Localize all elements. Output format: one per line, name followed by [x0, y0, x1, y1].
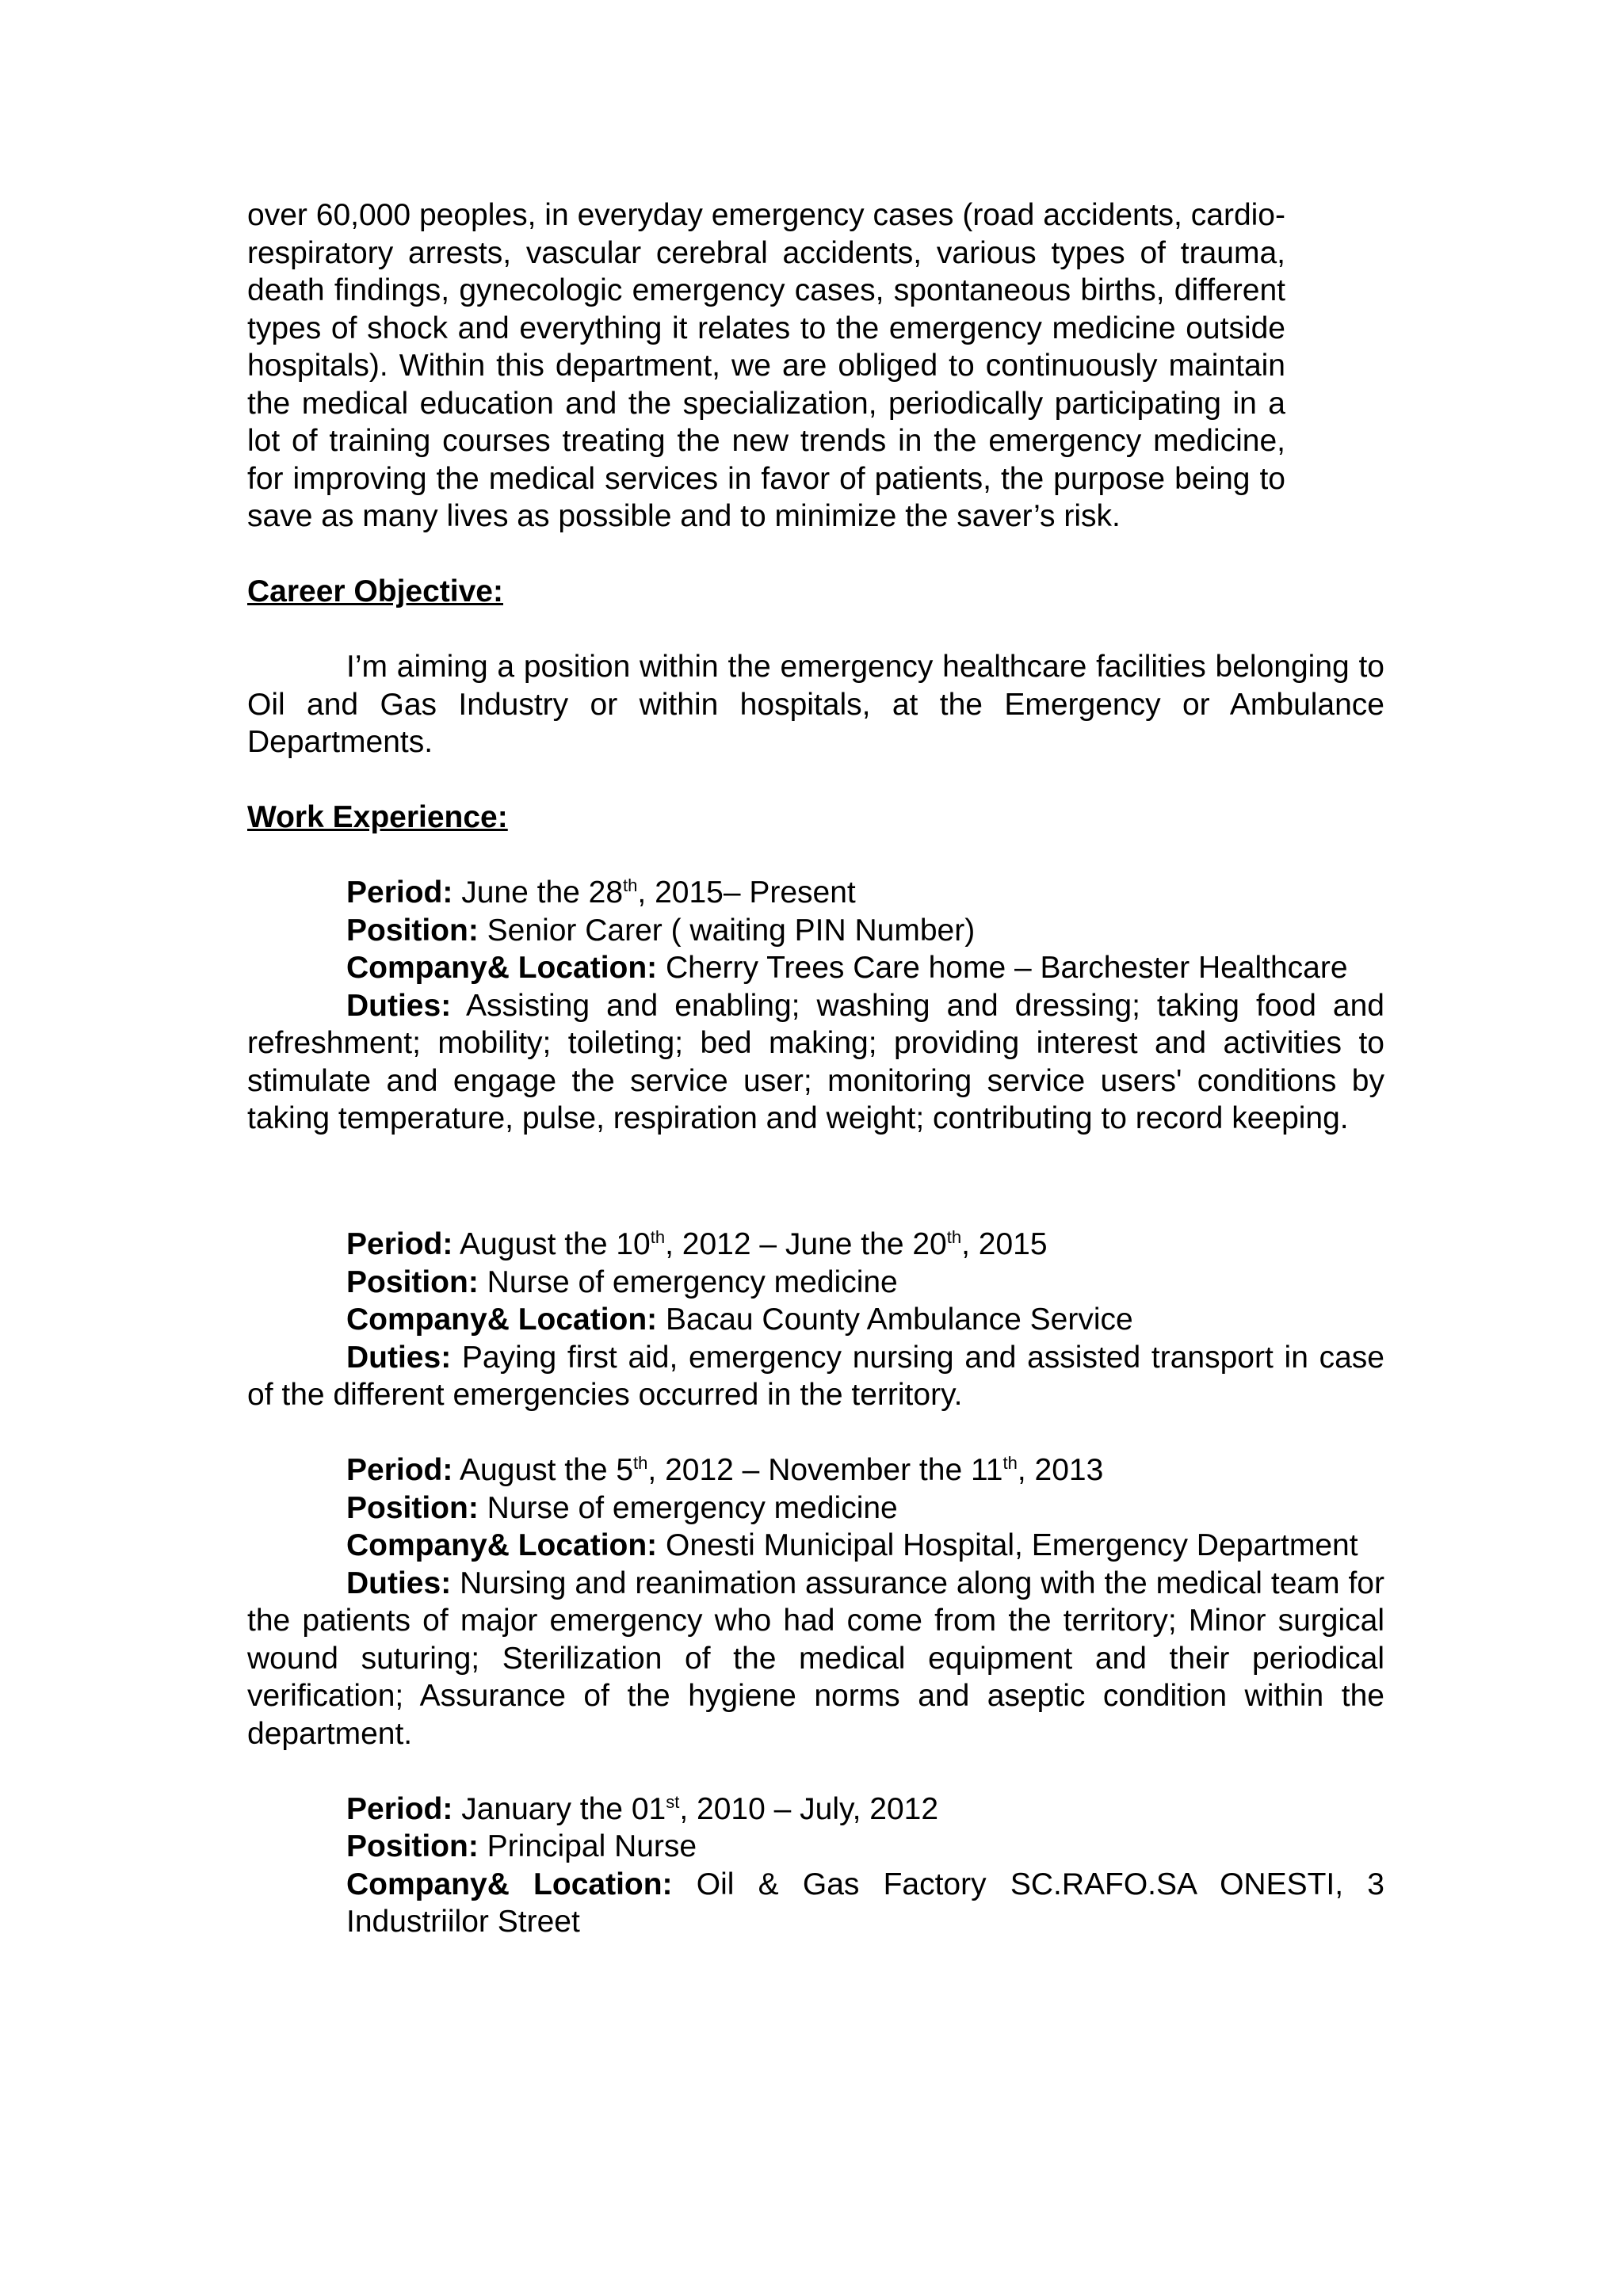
- period-suffix: st: [666, 1791, 680, 1812]
- entry-duties: [247, 987, 1384, 1138]
- entry-position: [346, 1828, 1384, 1866]
- period-suffix: th: [946, 1227, 962, 1247]
- duties-label: Duties:: [346, 988, 452, 1023]
- company-text: Oil & Gas Factory SC.RAFO.SA ONESTI, 3 Industriilor Street: [346, 1867, 1384, 1939]
- period-text: June the 28: [461, 875, 624, 910]
- position-text: Senior Carer ( waiting PIN Number): [487, 913, 976, 948]
- company-label: Company& Location:: [346, 951, 658, 985]
- period-label: Period:: [346, 1791, 453, 1826]
- duties-label: Duties:: [346, 1340, 452, 1375]
- period-text: , 2012 – June the 20: [665, 1227, 947, 1261]
- position-text: Nurse of emergency medicine: [487, 1490, 898, 1525]
- position-label: Position:: [346, 913, 479, 948]
- duties-text: Paying first aid, emergency nursing and assisted transport in case of the different emergencies occurred in the territory.: [247, 1340, 1384, 1412]
- company-text: Onesti Municipal Hospital, Emergency Department: [666, 1528, 1358, 1562]
- company-text: Cherry Trees Care home – Barchester Healthcare: [666, 951, 1348, 985]
- work-entry: [247, 1451, 1384, 1753]
- resume-content: [247, 196, 1384, 1941]
- company-label: Company& Location:: [346, 1528, 658, 1562]
- period-text: August the 5: [460, 1453, 634, 1487]
- period-suffix: th: [633, 1453, 648, 1473]
- position-label: Position:: [346, 1490, 479, 1525]
- career-objective-heading: Career Objective:: [247, 574, 503, 608]
- work-entry: [346, 1791, 1384, 1941]
- period-suffix: th: [650, 1227, 666, 1247]
- period-text: , 2013: [1017, 1453, 1104, 1487]
- entry-position: [247, 912, 1384, 950]
- entry-position: [247, 1264, 1384, 1302]
- duties-text: Assisting and enabling; washing and dressing; taking food and refreshment; mobility; toileting; bed making; providing interest and activities to stimulate and engage the service user; monitoring service users' conditions by taking temperature, pulse, respiration and weight; contributing to record keeping.: [247, 988, 1384, 1135]
- intro-paragraph: over 60,000 peoples, in everyday emergency cases (road accidents, cardio-respiratory arrests, vascular cerebral accidents, various types of trauma, death findings, gynecologic emergency cases, spontaneous births, different types of shock and everything it relates to the emergency medicine outside hospitals). Within this department, we are obliged to continuously maintain the medical education and the specialization, periodically participating in a lot of training courses treating the new trends in the emergency medicine, for improving the medical services in favor of patients, the purpose being to save as many lives as possible and to minimize the saver’s risk.: [247, 198, 1285, 533]
- position-text: Principal Nurse: [487, 1829, 697, 1863]
- period-suffix: th: [1002, 1453, 1018, 1473]
- duties-label: Duties:: [346, 1566, 452, 1600]
- position-text: Nurse of emergency medicine: [487, 1264, 898, 1299]
- entry-period: [247, 1226, 1384, 1264]
- company-label: Company& Location:: [346, 1302, 658, 1337]
- period-text: , 2010 – July, 2012: [679, 1791, 939, 1826]
- entry-period: [247, 874, 1384, 912]
- career-objective-text: I’m aiming a position within the emergency healthcare facilities belonging to Oil and Gas Industry or within hospitals, at the Emergency or Ambulance Departments.: [247, 650, 1384, 759]
- period-suffix: th: [623, 875, 638, 895]
- period-label: Period:: [346, 1227, 453, 1261]
- period-label: Period:: [346, 1453, 453, 1487]
- work-entry: [247, 1226, 1384, 1414]
- entry-company: [346, 1866, 1384, 1941]
- company-label: Company& Location:: [346, 1867, 673, 1901]
- period-label: Period:: [346, 875, 453, 910]
- duties-text: Nursing and reanimation assurance along with the medical team for the patients of major emergency who had come from the territory; Minor surgical wound suturing; Sterilization of the medical equipment and their periodical verification; Assurance of the hygiene norms and aseptic condition within the department.: [247, 1566, 1384, 1751]
- company-text: Bacau County Ambulance Service: [666, 1302, 1133, 1337]
- position-label: Position:: [346, 1264, 479, 1299]
- entry-company: [247, 949, 1384, 987]
- entry-position: [247, 1489, 1384, 1527]
- entry-company: [247, 1301, 1384, 1339]
- entry-duties: [247, 1339, 1384, 1414]
- period-text: January the 01: [461, 1791, 666, 1826]
- entry-company: [247, 1527, 1384, 1565]
- entry-period: [346, 1791, 1384, 1829]
- period-text: , 2015: [961, 1227, 1048, 1261]
- work-entry: [247, 874, 1384, 1138]
- entry-period: [247, 1451, 1384, 1489]
- work-experience-heading: Work Experience:: [247, 800, 508, 834]
- period-text: August the 10: [460, 1227, 651, 1261]
- period-text: , 2012 – November the 11: [647, 1453, 1003, 1487]
- position-label: Position:: [346, 1829, 479, 1863]
- period-text: , 2015– Present: [637, 875, 856, 910]
- entry-duties: [247, 1565, 1384, 1753]
